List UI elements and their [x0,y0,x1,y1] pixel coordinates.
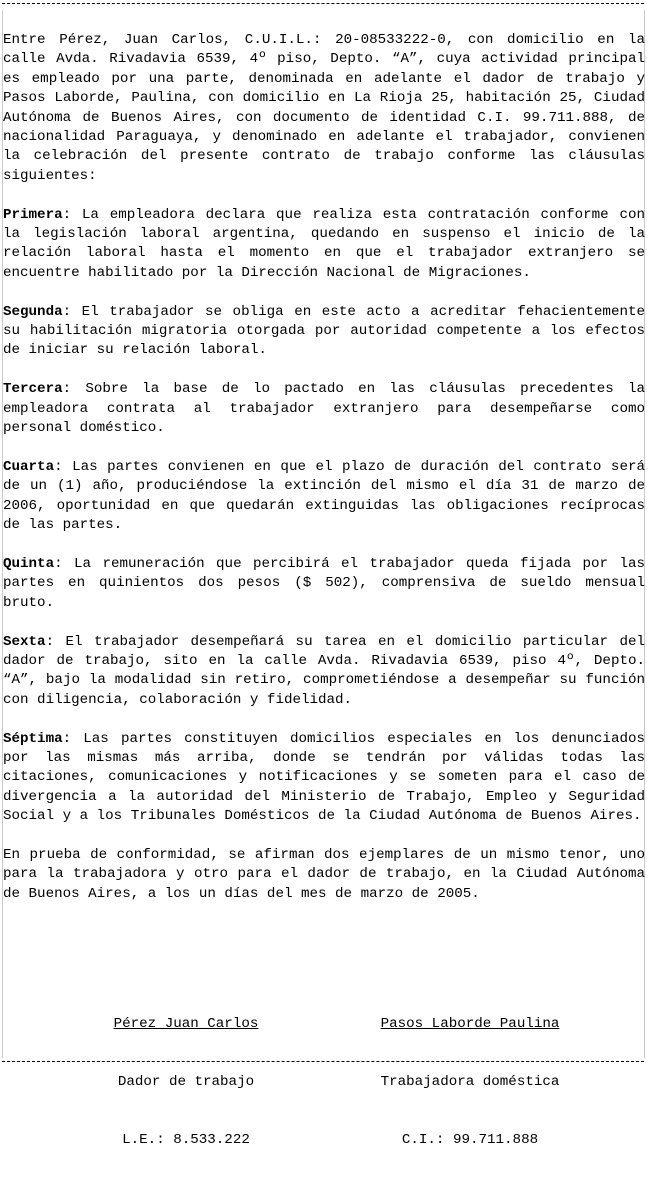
signature-name: Pérez Juan Carlos [113,1015,259,1032]
signature-worker [355,976,585,1189]
clause-text: : Las partes convienen en que el plazo de duración del contrato será de un (1) año, produciéndose la extinción del mismo el día 31 de marzo de 2006, oportunidad en que quedarán extinguidas las obligaciones recíprocas de las partes. [3,458,645,534]
clause-text: : Sobre la base de lo pactado en las cláusulas precedentes la empleadora contrata al trabajador extranjero para desempeñarse como personal doméstico. [3,381,645,437]
clause-text: : Las partes constituyen domicilios especiales en los denunciados por las mismas más arriba, donde se tendrán por válidas todas las citaciones, comunicaciones y notificaciones y se someten para el caso de divergencia a la autoridad del Ministerio de Trabajo, Empleo y Seguridad Social y a los Tribunales Domésticos de la Ciudad Autónoma de Buenos Aires. [3,730,645,825]
signature-employer [86,976,286,1189]
clause-label: Séptima [3,730,63,747]
signature-id: C.I.: 99.711.888 [401,1132,539,1149]
signature-block [0,976,647,1149]
clause-segunda [3,303,645,361]
clause-primera [3,206,645,284]
bottom-dashed-rule [2,1061,644,1062]
clause-tercera [3,380,645,438]
intro-paragraph: Entre Pérez, Juan Carlos, C.U.I.L.: 20-08533222-0, con domicilio en la calle Avda. Rivadavia 6539, 4º piso, Depto. “A”, cuya actividad principal es empleado por una parte, denominada en adelante el dador de trabajo y Pasos Laborde, Paulina, con domicilio en La Rioja 25, habitación 25, Ciudad Autónoma de Buenos Aires, con documento de identidad C.I. 99.711.888, de nacionalidad Paraguaya, y denominado en adelante el trabajador, convienen la celebración del presente contrato de trabajo conforme las cláusulas siguientes: [3,32,645,184]
clause-text: : El trabajador desempeñará su tarea en el domicilio particular del dador de trabajo, sito en la calle Avda. Rivadavia 6539, piso 4º, Depto. “A”, bajo la modalidad sin retiro, comprometiéndose a desempeñar su función con diligencia, colaboración y fidelidad. [3,633,645,708]
clause-text: : La empleadora declara que realiza esta contratación conforme con la legislación laboral argentina, quedando en suspenso el inicio de la relación laboral hasta el momento en que el trabajador extranjero se encuentre habilitado por la Dirección Nacional de Migraciones. [3,206,645,281]
clause-cuarta [3,458,645,536]
clause-septima [3,730,645,827]
signature-role: Trabajadora doméstica [380,1074,560,1091]
closing-paragraph: En prueba de conformidad, se afirman dos ejemplares de un mismo tenor, uno para la trabajadora y otro para el dador de trabajo, en la Ciudad Autónoma de Buenos Aires, a los un días del mes de marzo de 2005. [3,846,645,902]
signature-name: Pasos Laborde Paulina [380,1015,560,1032]
clause-text: : La remuneración que percibirá el trabajador queda fijada por las partes en quinientos dos pesos ($ 502), comprensiva de sueldo mensual bruto. [3,555,645,611]
signature-role: Dador de trabajo [117,1074,255,1091]
contract-body [3,31,645,924]
clause-label: Quinta [3,555,55,572]
clause-label: Tercera [3,381,63,398]
signature-id: L.E.: 8.533.222 [122,1132,250,1149]
top-dashed-rule [2,3,644,4]
clause-label: Sexta [3,633,46,650]
clause-quinta [3,555,645,613]
clause-label: Segunda [3,303,63,320]
clause-label: Cuarta [3,458,55,475]
clause-sexta [3,633,645,711]
clause-text: : El trabajador se obliga en este acto a acreditar fehacientemente su habilitación migratoria otorgada por autoridad competente a los efectos de iniciar su relación laboral. [3,303,645,359]
clause-label: Primera [3,206,63,223]
